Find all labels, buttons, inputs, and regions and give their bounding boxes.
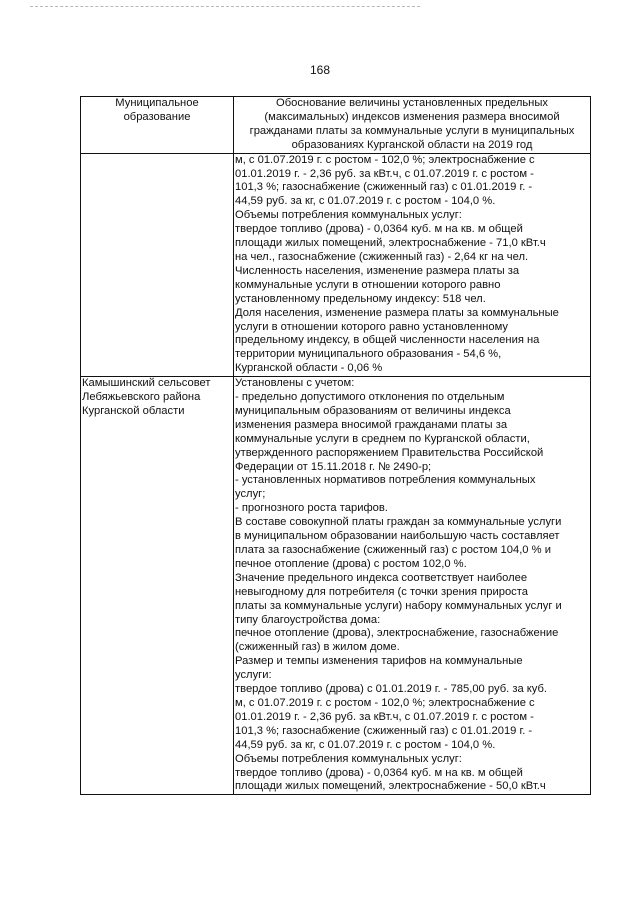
text-line: В составе совокупной платы граждан за коммунальные услуги (235, 516, 562, 529)
text-line: на чел., газоснабжение (сжиженный газ) - 2,64 кг на чел. (235, 250, 529, 263)
text-line: 101,3 %; газоснабжение (сжиженный газ) с 01.01.2019 г. - (235, 724, 533, 737)
text-line: твердое топливо (дрова) с 01.01.2019 г. - 785,00 руб. за куб. (235, 683, 548, 696)
text-line: в муниципальном образовании наибольшую часть составляет (235, 530, 560, 543)
text-line: изменения размера вносимой гражданами платы за (235, 418, 508, 431)
text-line: территории муниципального образования - 54,6 %, (235, 348, 502, 361)
text-line: Федерации от 15.11.2018 г. № 2490-р; (235, 460, 432, 473)
text-line: платы за коммунальные услуги) набору коммунальных услуг и (235, 599, 562, 612)
scan-artifact-line (30, 6, 420, 7)
municipality-name-line: Лебяжьевского района (82, 391, 201, 404)
text-line: печное отопление (дрова) с ростом 102,0 %. (235, 557, 467, 570)
text-line: 01.01.2019 г. - 2,36 руб. за кВт.ч, с 01.07.2019 г. с ростом - (235, 167, 534, 180)
text-line: Размер и темпы изменения тарифов на коммунальные (235, 655, 523, 668)
text-line: типу благоустройства дома: (235, 613, 381, 626)
table-row (81, 377, 591, 795)
text-line: коммунальные услуги в среднем по Курганской области, (235, 432, 530, 445)
text-line: Доля населения, изменение размера платы за коммунальные (235, 306, 559, 319)
text-line: - установленных нормативов потребления коммунальных (235, 474, 536, 487)
text-line: услуг; (235, 488, 266, 501)
justification-cell (234, 153, 591, 377)
text-line: Объемы потребления коммунальных услуг: (235, 752, 462, 765)
text-line: утвержденного распоряжением Правительства Российской (235, 446, 544, 459)
text-line: Установлены с учетом: (235, 377, 355, 390)
text-line: м, с 01.07.2019 г. с ростом - 102,0 %; электроснабжение с (235, 153, 535, 166)
text-line: печное отопление (дрова), электроснабжение, газоснабжение (235, 627, 559, 640)
text-line: Численность населения, изменение размера платы за (235, 264, 520, 277)
text-line: твердое топливо (дрова) - 0,0364 куб. м на кв. м общей (235, 766, 523, 779)
header-municipality: Муниципальное образование (81, 97, 234, 154)
text-line: 44,59 руб. за кг, с 01.07.2019 г. с ростом - 104,0 %. (235, 738, 496, 751)
text-line: Объемы потребления коммунальных услуг: (235, 209, 462, 222)
text-line: площади жилых помещений, электроснабжение - 50,0 кВт.ч (235, 780, 546, 793)
text-line: Значение предельного индекса соответствует наиболее (235, 571, 528, 584)
text-line: невыгодному для потребителя (с точки зрения прироста (235, 585, 528, 598)
text-line: - предельно допустимого отклонения по отдельным (235, 391, 505, 404)
municipality-cell (81, 377, 234, 795)
text-line: 44,59 руб. за кг, с 01.07.2019 г. с ростом - 104,0 %. (235, 195, 496, 208)
text-line: 01.01.2019 г. - 2,36 руб. за кВт.ч, с 01.07.2019 г. с ростом - (235, 710, 534, 723)
text-line: муниципальным образованиям от величины индекса (235, 404, 511, 417)
municipality-name-line: Курганской области (82, 404, 185, 417)
text-line: 101,3 %; газоснабжение (сжиженный газ) с 01.01.2019 г. - (235, 181, 533, 194)
text-line: Курганской области - 0,06 % (235, 362, 383, 375)
text-line: услуги в отношении которого равно установленному (235, 320, 508, 333)
municipality-name-line: Камышинский сельсовет (82, 377, 211, 390)
text-line: коммунальные услуги в отношении которого равно (235, 278, 501, 291)
text-line: (сжиженный газ) в жилом доме. (235, 641, 400, 654)
text-line: установленному предельному индексу: 518 чел. (235, 292, 486, 305)
text-line: услуги: (235, 669, 272, 682)
text-line: плата за газоснабжение (сжиженный газ) с ростом 104,0 % и (235, 544, 551, 556)
justification-cell (234, 377, 591, 795)
page-number: 168 (309, 63, 331, 77)
header-justification: Обоснование величины установленных предельных (максимальных) индексов изменения размера вносимой гражданами платы за коммунальные услуги в муниципальных образованиях Курганской области на 2019 год (234, 97, 591, 154)
text-line: предельному индексу, в общей численности населения на (235, 334, 540, 347)
text-line: площади жилых помещений, электроснабжение - 71,0 кВт.ч (235, 237, 546, 250)
municipality-cell (81, 153, 234, 377)
tariff-justification-table (80, 96, 591, 795)
text-line: м, с 01.07.2019 г. с ростом - 102,0 %; электроснабжение с (235, 696, 535, 709)
text-line: - прогнозного роста тарифов. (235, 502, 388, 515)
table-header-row (81, 97, 591, 154)
table-row (81, 153, 591, 377)
text-line: твердое топливо (дрова) - 0,0364 куб. м на кв. м общей (235, 223, 523, 236)
